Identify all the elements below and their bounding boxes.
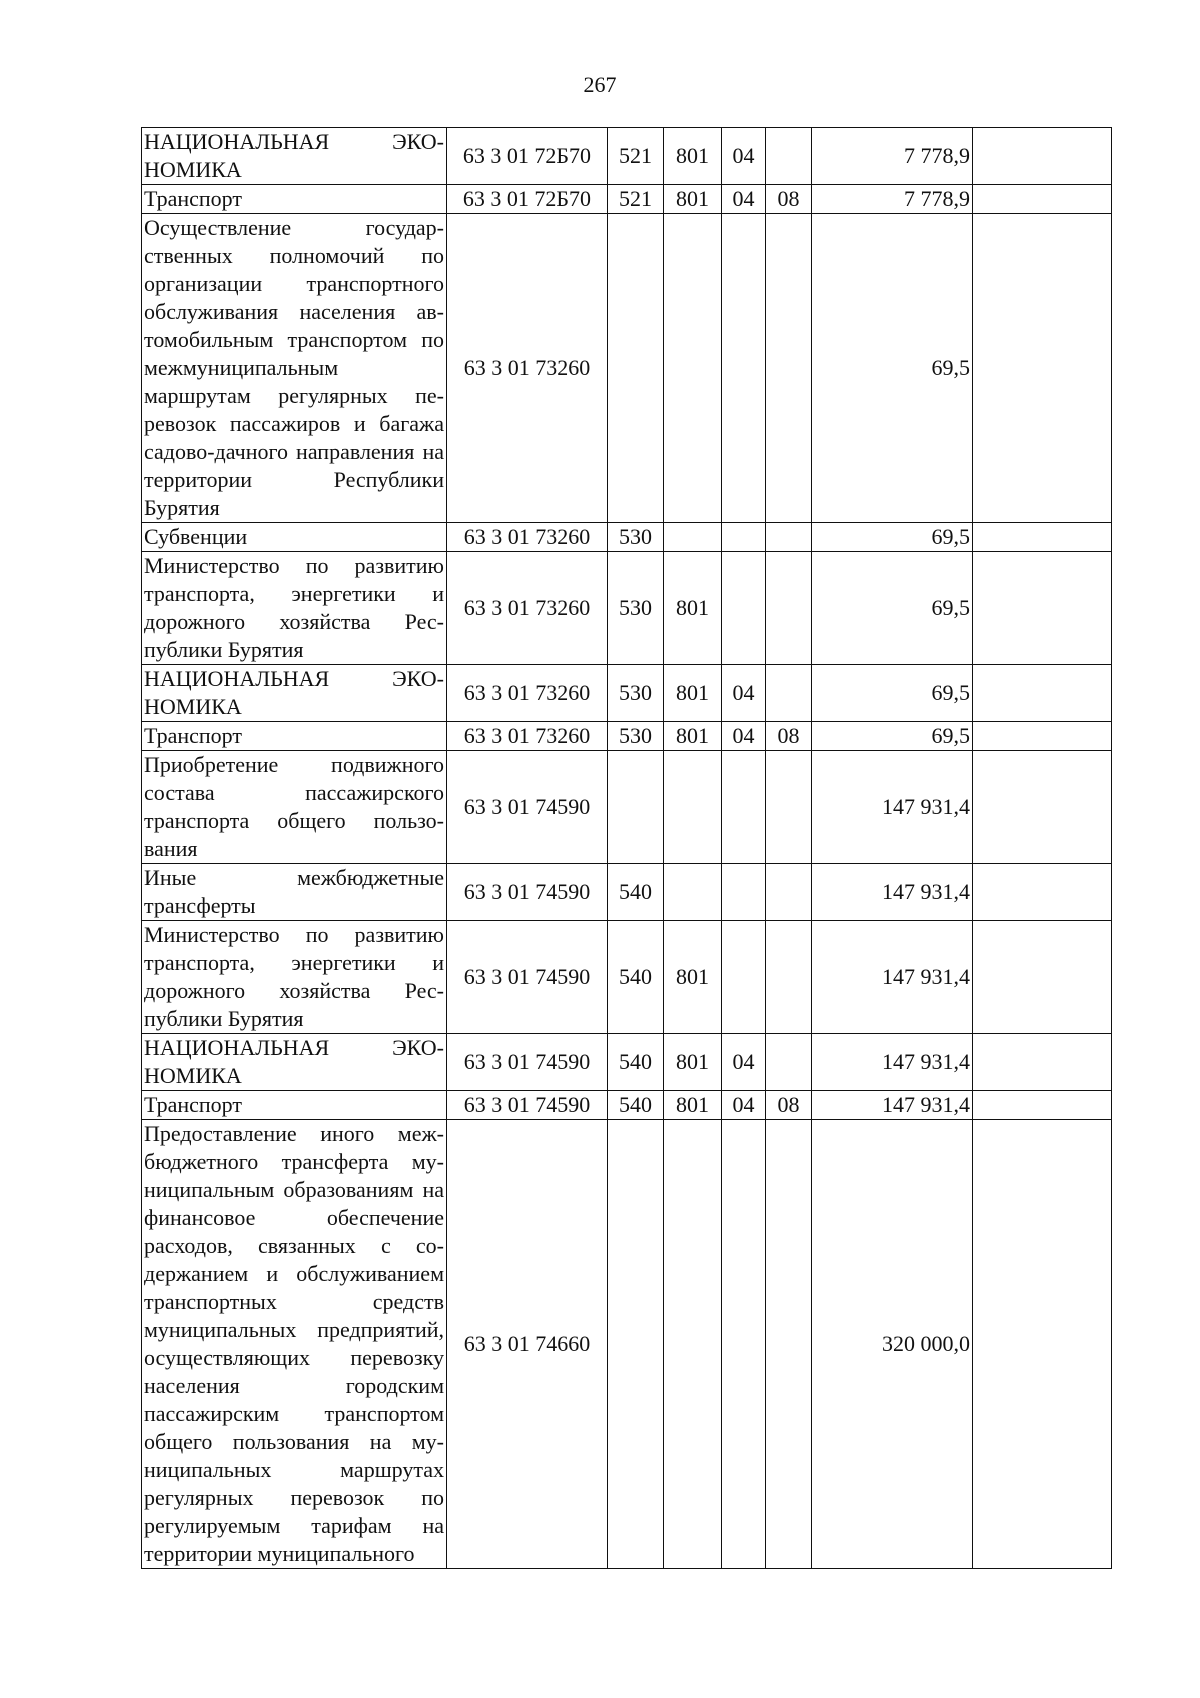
cell-subsection: [766, 523, 812, 552]
cell-ministry-code: 801: [664, 1091, 722, 1120]
table-row: [142, 751, 1112, 864]
cell-subsection: [766, 864, 812, 921]
cell-amount: 320 000,0: [812, 1120, 973, 1569]
cell-target-article: 63 3 01 74590: [447, 1034, 608, 1091]
cell-empty: [973, 751, 1112, 864]
cell-subsection: [766, 1034, 812, 1091]
cell-target-article: 63 3 01 74590: [447, 1091, 608, 1120]
cell-subsection: [766, 665, 812, 722]
cell-section: [722, 523, 766, 552]
cell-subsection: 08: [766, 1091, 812, 1120]
cell-target-article: 63 3 01 73260: [447, 523, 608, 552]
cell-ministry-code: [664, 1120, 722, 1569]
cell-target-article: 63 3 01 73260: [447, 214, 608, 523]
cell-name: Министерство по развитию транспорта, энергетики и дорожного хозяйства Республики Бурятия: [142, 552, 447, 665]
cell-subsection: 08: [766, 722, 812, 751]
table-row: [142, 1034, 1112, 1091]
cell-section: 04: [722, 722, 766, 751]
cell-empty: [973, 722, 1112, 751]
cell-name: Приобретение подвижного состава пассажирского транспорта общего пользования: [142, 751, 447, 864]
cell-ministry-code: [664, 523, 722, 552]
cell-amount: 147 931,4: [812, 921, 973, 1034]
budget-table: [141, 127, 1112, 1569]
cell-section: 04: [722, 665, 766, 722]
cell-amount: 7 778,9: [812, 185, 973, 214]
cell-amount: 147 931,4: [812, 864, 973, 921]
cell-expense-type: 530: [608, 552, 664, 665]
cell-amount: 147 931,4: [812, 751, 973, 864]
cell-target-article: 63 3 01 72Б70: [447, 185, 608, 214]
cell-amount: 69,5: [812, 523, 973, 552]
cell-amount: 7 778,9: [812, 128, 973, 185]
table-row: [142, 523, 1112, 552]
cell-target-article: 63 3 01 74590: [447, 864, 608, 921]
table-row: [142, 921, 1112, 1034]
cell-target-article: 63 3 01 73260: [447, 722, 608, 751]
cell-empty: [973, 1091, 1112, 1120]
table-row: [142, 1120, 1112, 1569]
cell-ministry-code: [664, 864, 722, 921]
cell-amount: 69,5: [812, 214, 973, 523]
cell-name: НАЦИОНАЛЬНАЯ ЭКОНОМИКА: [142, 128, 447, 185]
cell-empty: [973, 523, 1112, 552]
cell-expense-type: 530: [608, 523, 664, 552]
cell-empty: [973, 864, 1112, 921]
cell-expense-type: 540: [608, 1034, 664, 1091]
cell-empty: [973, 128, 1112, 185]
cell-subsection: [766, 214, 812, 523]
cell-expense-type: [608, 751, 664, 864]
cell-name: Транспорт: [142, 1091, 447, 1120]
cell-section: [722, 1120, 766, 1569]
cell-subsection: [766, 921, 812, 1034]
cell-subsection: [766, 1120, 812, 1569]
cell-subsection: [766, 552, 812, 665]
cell-empty: [973, 1034, 1112, 1091]
cell-target-article: 63 3 01 73260: [447, 552, 608, 665]
cell-section: [722, 214, 766, 523]
cell-name: Предоставление иного межбюджетного трансферта муниципальным образованиям на финансовое обеспечение расходов, связанных с содержанием и обслуживанием транспортных средств муниципальных предприятий, осуществляющих перевозку населения городским пассажирским транспортом общего пользования на муниципальных маршрутах регулярных перевозок по регулируемым тарифам на территории муниципального: [142, 1120, 447, 1569]
cell-target-article: 63 3 01 74660: [447, 1120, 608, 1569]
cell-section: 04: [722, 1091, 766, 1120]
cell-name: Министерство по развитию транспорта, энергетики и дорожного хозяйства Республики Бурятия: [142, 921, 447, 1034]
cell-target-article: 63 3 01 72Б70: [447, 128, 608, 185]
cell-empty: [973, 665, 1112, 722]
cell-expense-type: [608, 1120, 664, 1569]
cell-name: Субвенции: [142, 523, 447, 552]
table-row: [142, 214, 1112, 523]
cell-section: [722, 921, 766, 1034]
table-row: [142, 1091, 1112, 1120]
table-row: [142, 864, 1112, 921]
cell-section: 04: [722, 128, 766, 185]
cell-name: НАЦИОНАЛЬНАЯ ЭКОНОМИКА: [142, 665, 447, 722]
table-row: [142, 185, 1112, 214]
cell-section: [722, 864, 766, 921]
cell-section: 04: [722, 1034, 766, 1091]
cell-amount: 69,5: [812, 722, 973, 751]
cell-target-article: 63 3 01 73260: [447, 665, 608, 722]
table-row: [142, 722, 1112, 751]
cell-ministry-code: 801: [664, 722, 722, 751]
cell-amount: 69,5: [812, 552, 973, 665]
cell-section: [722, 751, 766, 864]
cell-empty: [973, 552, 1112, 665]
cell-ministry-code: 801: [664, 128, 722, 185]
cell-empty: [973, 921, 1112, 1034]
cell-target-article: 63 3 01 74590: [447, 921, 608, 1034]
cell-expense-type: 530: [608, 722, 664, 751]
cell-ministry-code: 801: [664, 552, 722, 665]
cell-empty: [973, 1120, 1112, 1569]
cell-expense-type: 521: [608, 128, 664, 185]
cell-expense-type: 530: [608, 665, 664, 722]
table-row: [142, 552, 1112, 665]
cell-section: 04: [722, 185, 766, 214]
cell-expense-type: 540: [608, 1091, 664, 1120]
cell-subsection: 08: [766, 185, 812, 214]
cell-subsection: [766, 751, 812, 864]
cell-expense-type: 540: [608, 921, 664, 1034]
cell-ministry-code: 801: [664, 1034, 722, 1091]
page-number: 267: [583, 72, 617, 97]
table-row: [142, 665, 1112, 722]
cell-ministry-code: [664, 751, 722, 864]
cell-amount: 147 931,4: [812, 1034, 973, 1091]
cell-expense-type: [608, 214, 664, 523]
cell-ministry-code: 801: [664, 665, 722, 722]
table-row: [142, 128, 1112, 185]
cell-expense-type: 521: [608, 185, 664, 214]
cell-empty: [973, 214, 1112, 523]
cell-ministry-code: 801: [664, 921, 722, 1034]
cell-empty: [973, 185, 1112, 214]
cell-name: Транспорт: [142, 722, 447, 751]
cell-ministry-code: [664, 214, 722, 523]
cell-expense-type: 540: [608, 864, 664, 921]
cell-section: [722, 552, 766, 665]
cell-name: НАЦИОНАЛЬНАЯ ЭКОНОМИКА: [142, 1034, 447, 1091]
cell-amount: 69,5: [812, 665, 973, 722]
cell-subsection: [766, 128, 812, 185]
cell-amount: 147 931,4: [812, 1091, 973, 1120]
cell-name: Транспорт: [142, 185, 447, 214]
cell-name: Осуществление государственных полномочий по организации транспортного обслуживания населения автомобильным транспортом по межмуниципальным маршрутам регулярных перевозок пассажиров и багажа садово-дачного направления на территории Республики Бурятия: [142, 214, 447, 523]
cell-ministry-code: 801: [664, 185, 722, 214]
cell-name: Иные межбюджетные трансферты: [142, 864, 447, 921]
cell-target-article: 63 3 01 74590: [447, 751, 608, 864]
